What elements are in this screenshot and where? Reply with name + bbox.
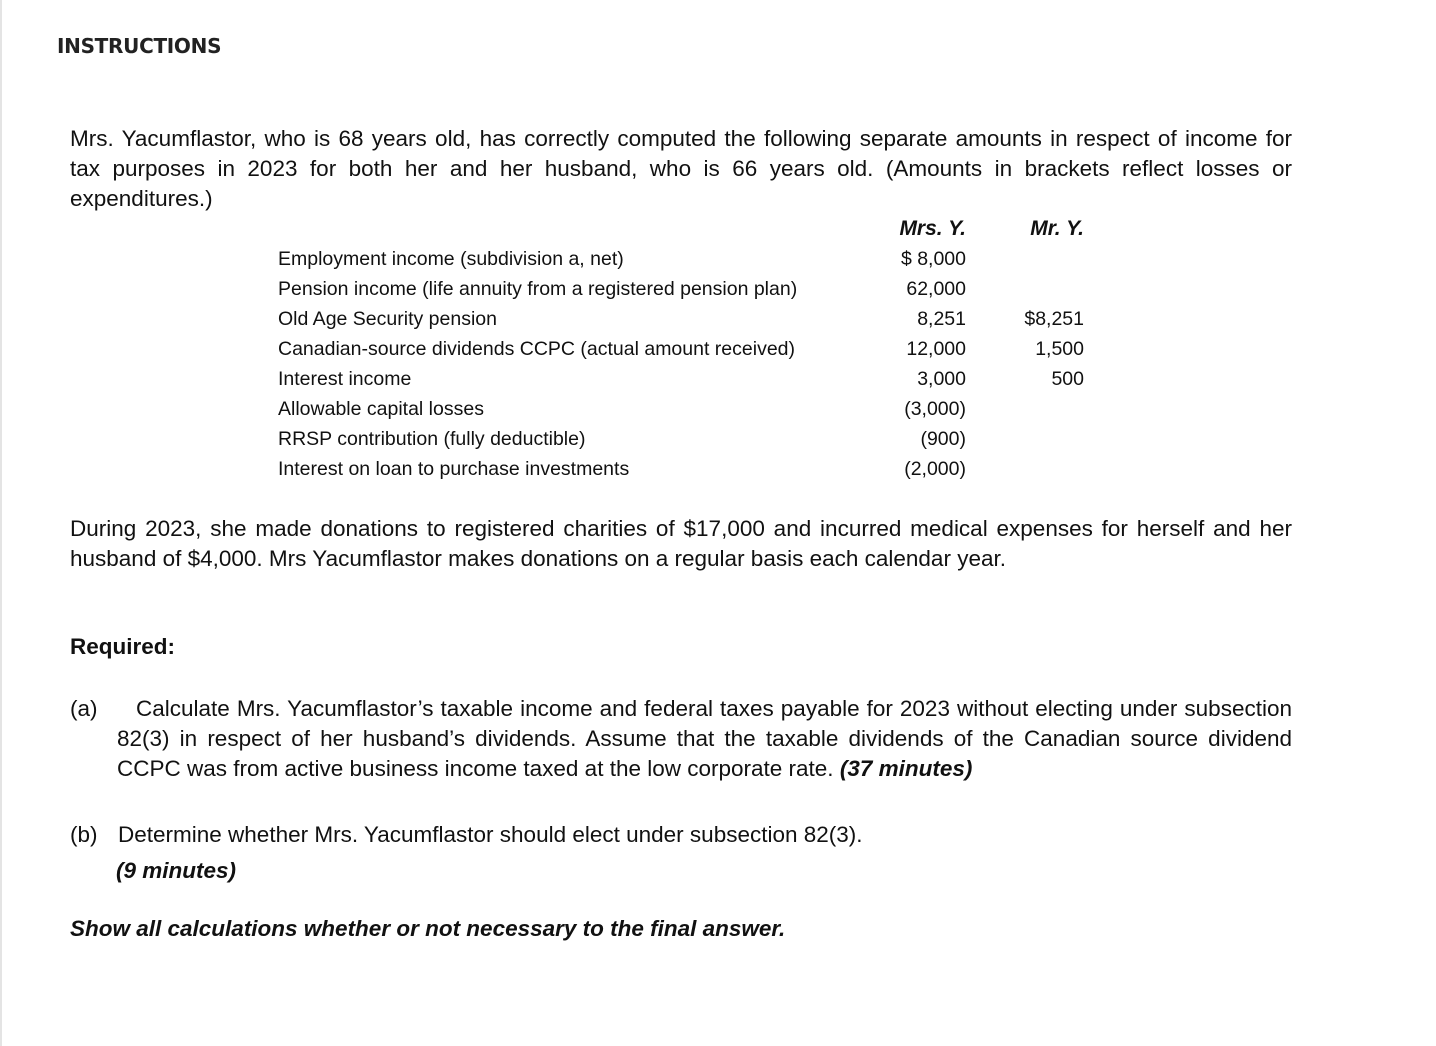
intro-paragraph: Mrs. Yacumflastor, who is 68 years old, has correctly computed the following separate amounts in respect of income for tax purposes in 2023 for both her and her husband, who is 66 years old. (Amounts in brackets reflect losses or expenditures.): [70, 126, 1292, 211]
row-mr-value: 1,500: [1035, 338, 1084, 360]
donations-paragraph: During 2023, she made donations to registered charities of $17,000 and incurred medical expenses for herself and her husband of $4,000. Mrs Yacumflastor makes donations on a regular basis each calendar year.: [70, 516, 1292, 571]
row-mrs-value: 3,000: [917, 368, 966, 390]
table-header-row: [278, 214, 1098, 244]
row-mrs-value: (900): [920, 428, 966, 450]
instructions-heading: INSTRUCTIONS: [57, 34, 222, 58]
show-calculations-note: Show all calculations whether or not necessary to the final answer.: [70, 916, 786, 941]
row-label: Canadian-source dividends CCPC (actual amount received): [278, 338, 796, 360]
required-heading: Required:: [70, 634, 176, 659]
left-border: [0, 0, 2, 1046]
part-a-body: [117, 694, 1292, 784]
row-label: Interest on loan to purchase investments: [278, 458, 630, 480]
table-row: [278, 304, 1098, 334]
income-table: [278, 214, 1098, 484]
row-mrs-value: $ 8,000: [900, 248, 966, 270]
row-mr-value: $8,251: [1024, 308, 1084, 330]
table-row: [278, 454, 1098, 484]
table-row: [278, 424, 1098, 454]
row-label: Interest income: [278, 368, 412, 390]
part-a-text: Calculate Mrs. Yacumflastor’s taxable income and federal taxes payable for 2023 without electing under subsection 82(3) in respect of her husband’s dividends. Assume that the taxable dividends of the Canadian source dividend CCPC was from active business income taxed at the low corporate rate.: [117, 696, 1292, 781]
row-label: Old Age Security pension: [278, 308, 497, 330]
row-mrs-value: 12,000: [906, 338, 966, 360]
part-b: [70, 820, 863, 886]
row-mrs-value: (3,000): [904, 398, 966, 420]
table-row: [278, 244, 1098, 274]
part-a-time: (37 minutes): [839, 756, 973, 781]
row-label: RRSP contribution (fully deductible): [278, 428, 586, 450]
table-row: [278, 334, 1098, 364]
part-b-marker: (b): [70, 822, 98, 847]
table-row: [278, 364, 1098, 394]
row-label: Allowable capital losses: [278, 398, 484, 420]
part-b-time: (9 minutes): [116, 858, 237, 883]
row-label: Pension income (life annuity from a registered pension plan): [278, 278, 798, 300]
row-mrs-value: (2,000): [904, 458, 966, 480]
row-label: Employment income (subdivision a, net): [278, 248, 624, 270]
table-row: [278, 274, 1098, 304]
table-row: [278, 394, 1098, 424]
part-b-text: Determine whether Mrs. Yacumflastor should elect under subsection 82(3).: [118, 822, 863, 847]
part-a: [70, 694, 1292, 784]
part-a-marker: (a): [70, 696, 98, 721]
col-header-mrs: Mrs. Y.: [899, 217, 966, 240]
row-mrs-value: 8,251: [917, 308, 966, 330]
row-mrs-value: 62,000: [906, 278, 966, 300]
row-mr-value: 500: [1051, 368, 1084, 390]
col-header-mr: Mr. Y.: [1030, 217, 1084, 240]
